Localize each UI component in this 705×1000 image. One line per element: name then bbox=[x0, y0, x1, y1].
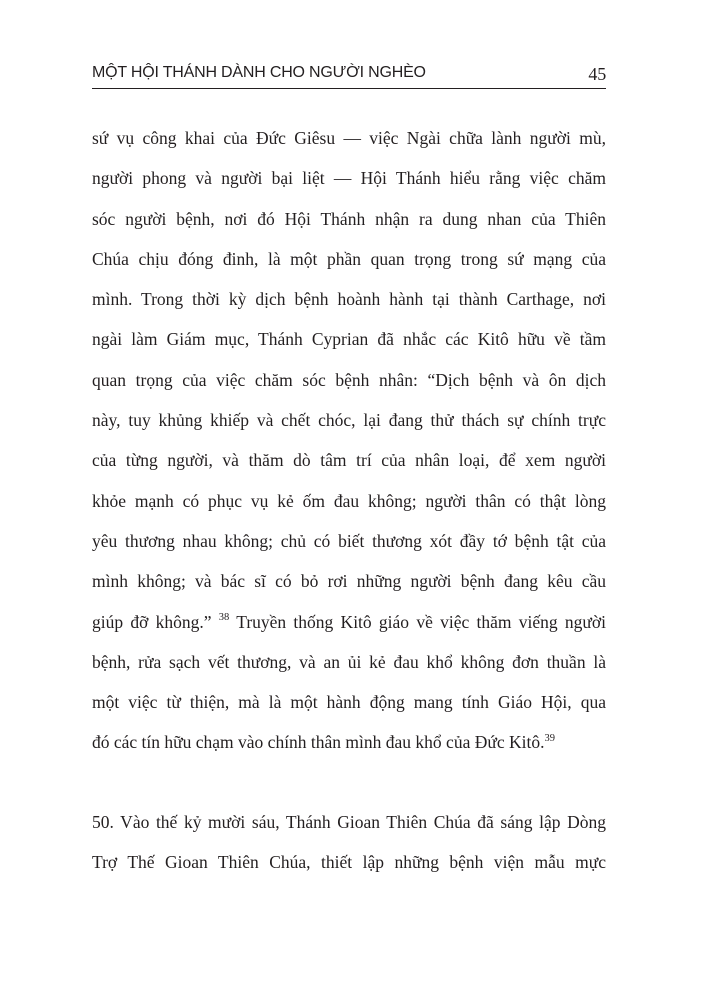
paragraph-50 bbox=[92, 802, 606, 883]
text-line: này, tuy khủng khiếp và chết chóc, lại đang thử thách sự chính trực bbox=[92, 410, 606, 431]
text-line: của từng người, và thăm dò tâm trí của nhân loại, để xem người bbox=[92, 450, 606, 471]
running-header bbox=[92, 62, 606, 89]
text-line: yêu thương nhau không; chủ có biết thương xót đầy tớ bệnh tật của bbox=[92, 530, 606, 551]
text-line: một việc từ thiện, mà là một hành động mang tính Giáo Hội, qua bbox=[92, 692, 606, 713]
text-line-with-footnote bbox=[92, 602, 606, 642]
text-line: người phong và người bại liệt — Hội Thánh hiểu rằng việc chăm bbox=[92, 168, 606, 189]
text-line: khỏe mạnh có phục vụ kẻ ốm đau không; người thân có thật lòng bbox=[92, 490, 606, 511]
footnote-ref-39: 39 bbox=[544, 732, 555, 744]
footnote-ref-38: 38 bbox=[218, 611, 230, 623]
text-line: mình. Trong thời kỳ dịch bệnh hoành hành tại thành Carthage, nơi bbox=[92, 289, 606, 310]
running-title: MỘT HỘI THÁNH DÀNH CHO NGƯỜI NGHÈO bbox=[92, 64, 426, 81]
text-line: Chúa chịu đóng đinh, là một phần quan trọng trong sứ mạng của bbox=[92, 248, 606, 269]
text-line: bệnh, rửa sạch vết thương, và an ủi kẻ đau khổ không đơn thuần là bbox=[92, 651, 606, 672]
text-line-with-footnote bbox=[92, 722, 606, 762]
text-line: mình không; và bác sĩ có bỏ rơi những người bệnh đang kêu cầu bbox=[92, 571, 606, 592]
text-line: 50. Vào thế kỷ mười sáu, Thánh Gioan Thiên Chúa đã sáng lập Dòng bbox=[92, 812, 606, 832]
text-segment: đó các tín hữu chạm vào chính thân mình đau khổ của Đức Kitô. bbox=[92, 732, 545, 753]
text-line: Trợ Thế Gioan Thiên Chúa, thiết lập những bệnh viện mẫu mực bbox=[92, 852, 606, 873]
paragraph-continued bbox=[92, 118, 606, 763]
text-line: ngài làm Giám mục, Thánh Cyprian đã nhắc các Kitô hữu về tầm bbox=[92, 329, 606, 350]
text-segment: giúp đỡ không.” bbox=[92, 611, 212, 632]
text-segment: Truyền thống Kitô giáo về việc thăm viếng người bbox=[236, 611, 606, 632]
page-number: 45 bbox=[588, 64, 606, 84]
text-line: sứ vụ công khai của Đức Giêsu — việc Ngài chữa lành người mù, bbox=[92, 128, 606, 148]
text-line: sóc người bệnh, nơi đó Hội Thánh nhận ra dung nhan của Thiên bbox=[92, 208, 606, 229]
text-line: quan trọng của việc chăm sóc bệnh nhân: “Dịch bệnh và ôn dịch bbox=[92, 369, 606, 390]
